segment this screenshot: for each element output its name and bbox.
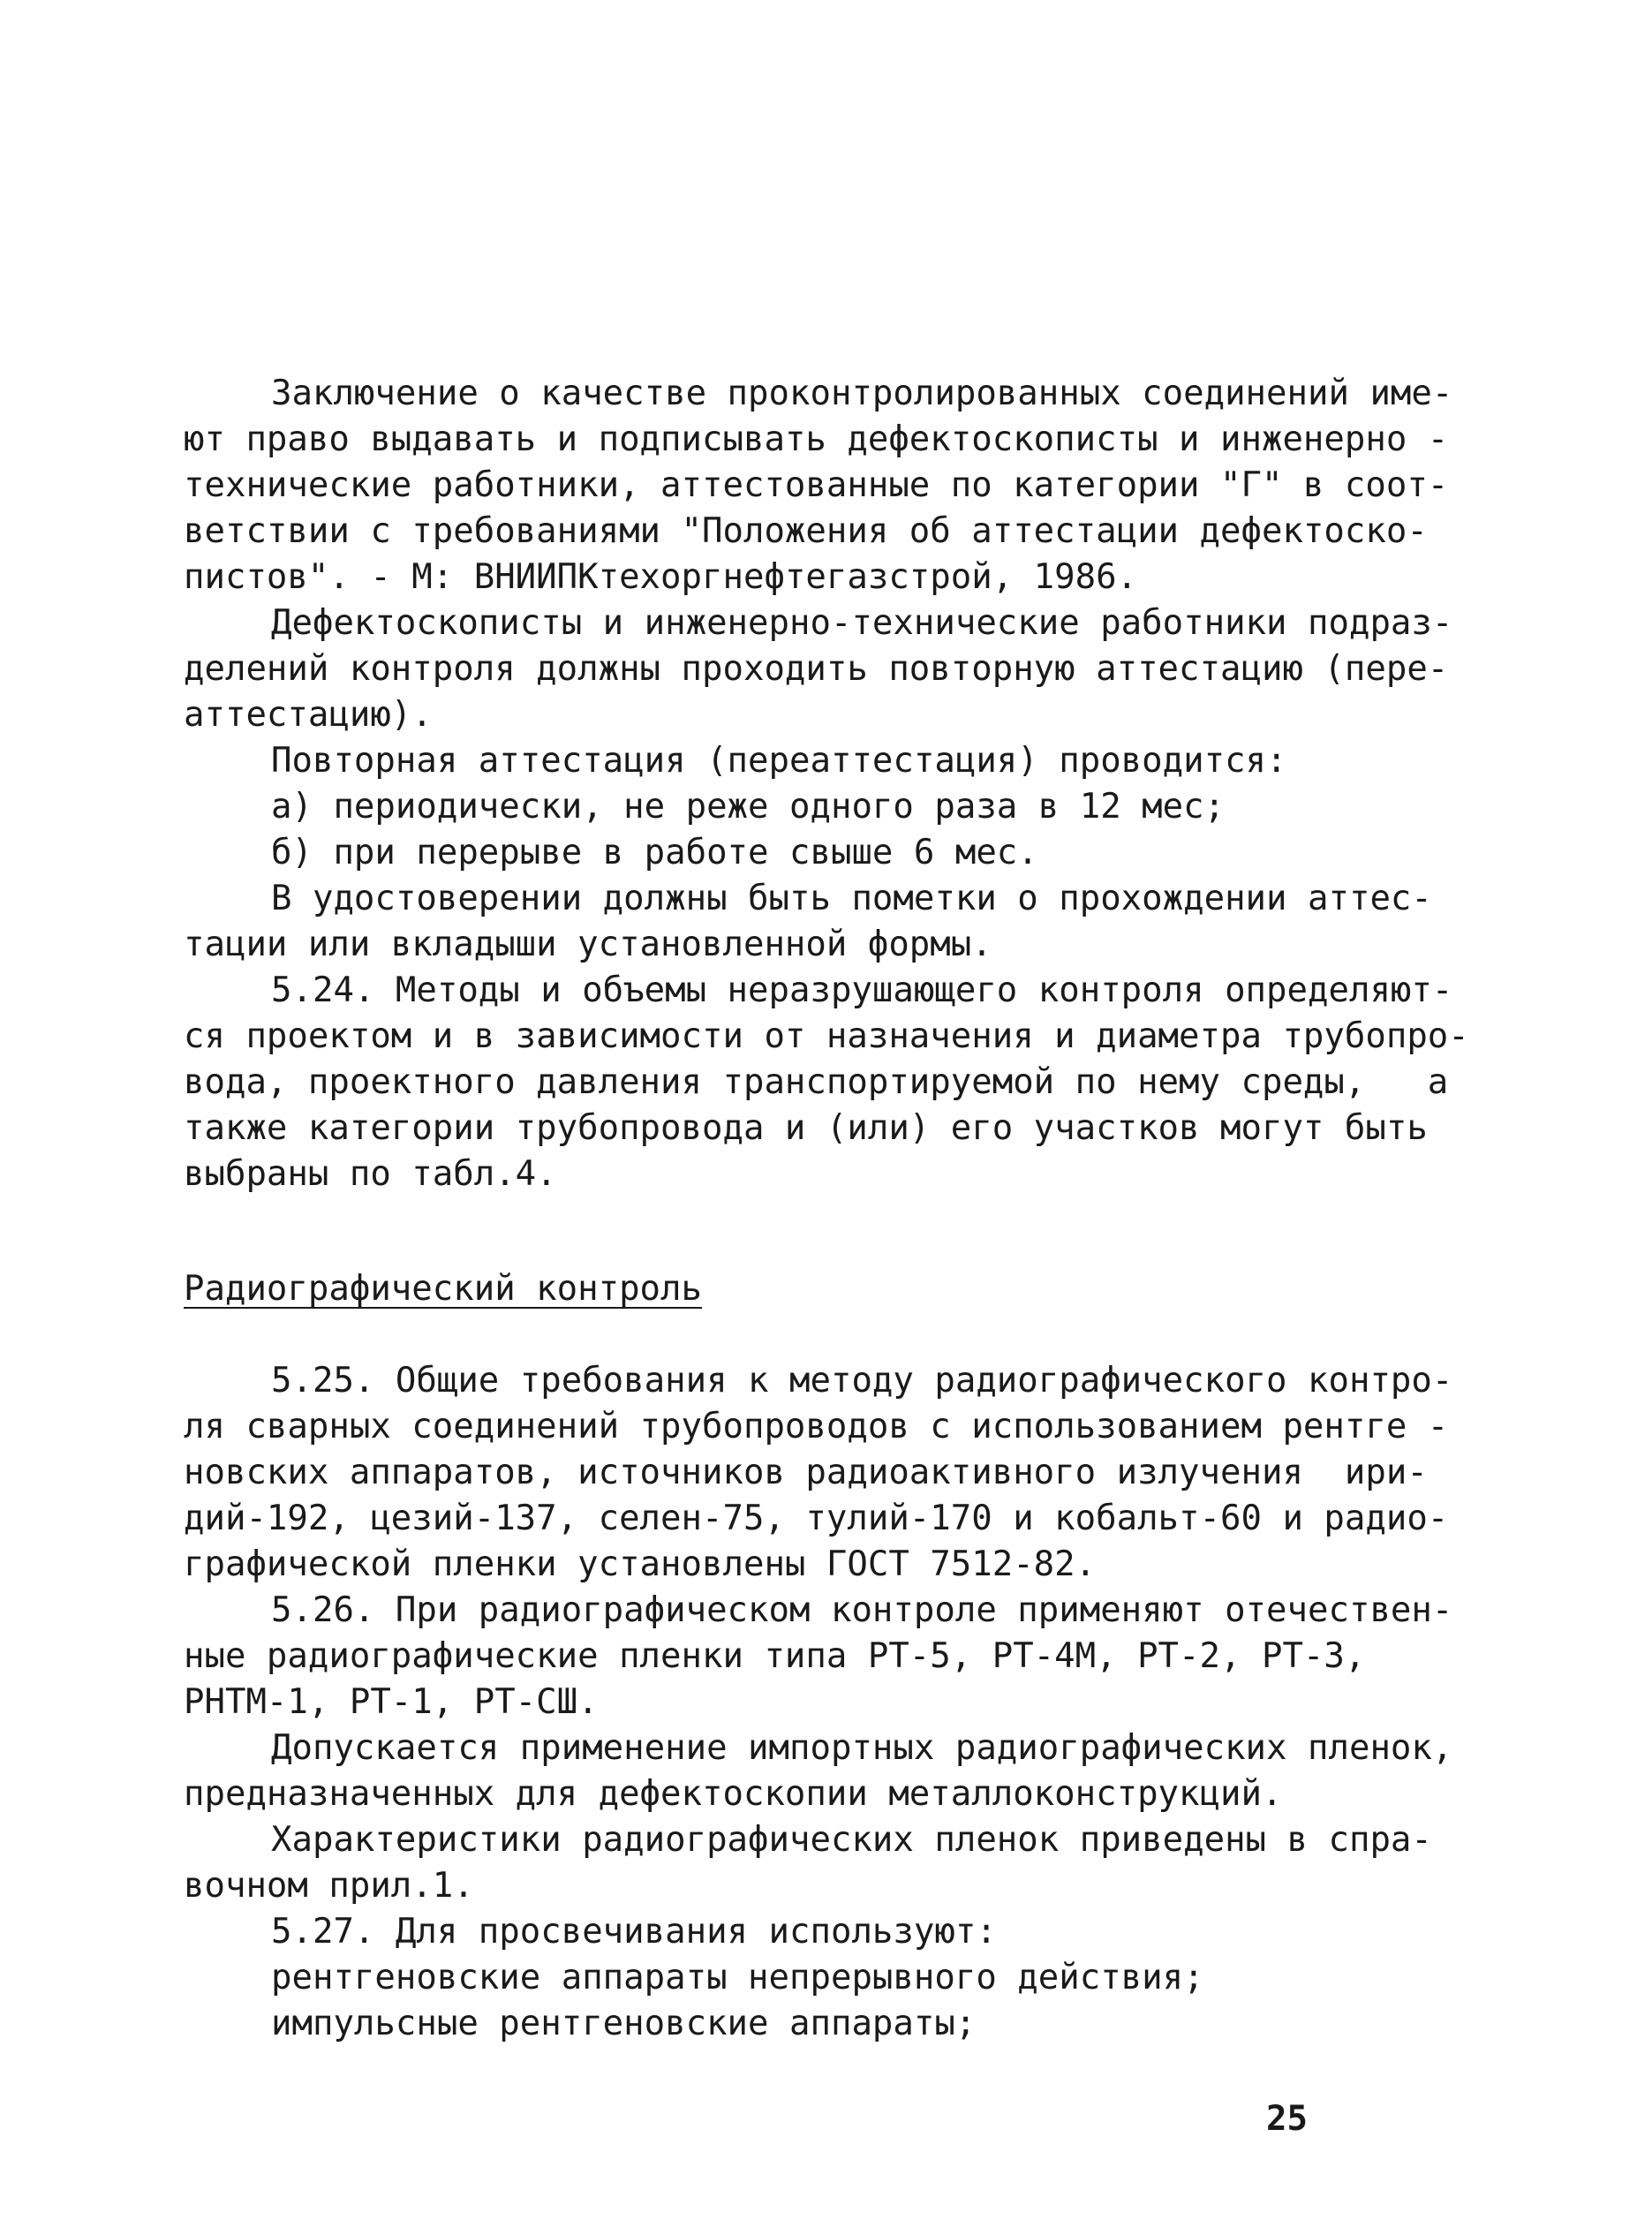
text-line: дий-192, цезий-137, селен-75, тулий-170 и кобальт-60 и радио- — [184, 1499, 1449, 1538]
text-line: вочном прил.1. — [184, 1866, 474, 1906]
text-line: делений контроля должны проходить повторную аттестацию (пере- — [184, 649, 1449, 689]
text-line: тации или вкладыши установленной формы. — [184, 925, 992, 964]
text-line: Допускается применение импортных радиографических пленок, — [271, 1728, 1453, 1768]
list-item: рентгеновские аппараты непрерывного действия; — [271, 1958, 1204, 1997]
section-heading: Радиографический контроль — [184, 1269, 702, 1309]
text-line: Дефектоскописты и инженерно-технические работники подраз- — [271, 603, 1453, 643]
text-line: В удостоверении должны быть пометки о прохождении аттес- — [271, 879, 1432, 918]
text-line: 5.24. Методы и объемы неразрушающего контроля определяют- — [271, 970, 1453, 1010]
text-line: ветствии с требованиями "Положения об аттестации дефектоско- — [184, 511, 1428, 551]
text-line: Характеристики радиографических пленок приведены в спра- — [271, 1820, 1432, 1860]
text-line: вода, проектного давления транспортируемой по нему среды, а — [184, 1062, 1449, 1102]
text-line: 5.27. Для просвечивания используют: — [271, 1912, 997, 1952]
text-line: ют право выдавать и подписывать дефектоскописты и инженерно - — [184, 419, 1449, 459]
list-item: а) периодически, не реже одного раза в 12 мес; — [271, 787, 1226, 827]
text-line: технические работники, аттестованные по категории "Г" в соот- — [184, 465, 1449, 505]
text-line: Повторная аттестация (переаттестация) проводится: — [271, 741, 1287, 781]
text-line: предназначенных для дефектоскопии металлоконструкций. — [184, 1774, 1283, 1814]
text-line: РНТМ-1, РТ-1, РТ-СШ. — [184, 1682, 599, 1722]
text-line: пистов". - М: ВНИИПКтехоргнефтегазстрой, 1986. — [184, 557, 1138, 597]
text-line: ся проектом и в зависимости от назначения и диаметра трубопро- — [184, 1016, 1469, 1056]
text-line: 5.25. Общие требования к методу радиографического контро- — [271, 1361, 1453, 1401]
text-line: графической пленки установлены ГОСТ 7512-82. — [184, 1544, 1097, 1584]
text-line: Заключение о качестве проконтролированных соединений име- — [271, 374, 1453, 413]
text-line: ля сварных соединений трубопроводов с использованием рентге - — [184, 1407, 1449, 1446]
text-line: аттестацию). — [184, 695, 433, 735]
list-item: импульсные рентгеновские аппараты; — [271, 2004, 977, 2043]
text-line: выбраны по табл.4. — [184, 1154, 557, 1194]
text-line: также категории трубопровода и (или) его участков могут быть — [184, 1108, 1428, 1148]
text-line: ные радиографические пленки типа РТ-5, РТ-4М, РТ-2, РТ-3, — [184, 1636, 1366, 1676]
text-line: 5.26. При радиографическом контроле применяют отечествен- — [271, 1590, 1453, 1630]
page-number: 25 — [1266, 2099, 1308, 2139]
list-item: б) при перерыве в работе свыше 6 мес. — [271, 833, 1038, 872]
text-line: новских аппаратов, источников радиоактивного излучения ири- — [184, 1453, 1428, 1492]
